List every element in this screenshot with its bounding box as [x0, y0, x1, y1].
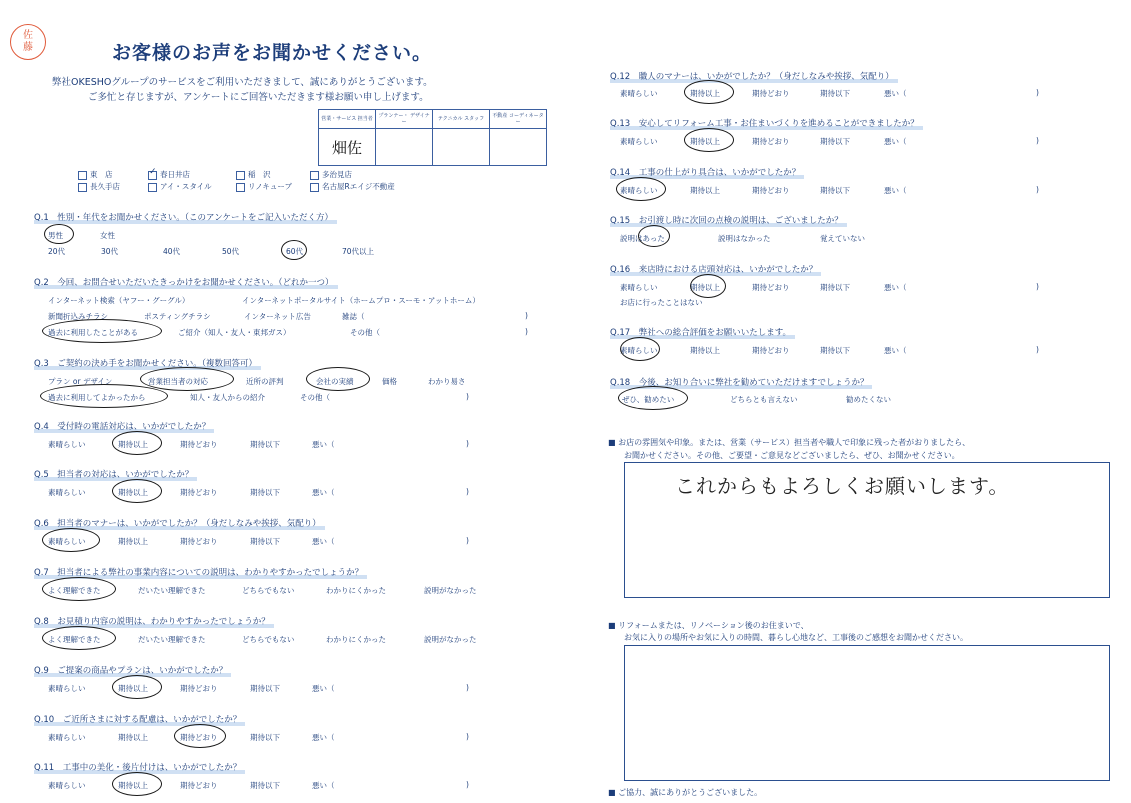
question-q5: Q.5 担当者の対応は、いかがでしたか？ [34, 470, 194, 480]
question-q9: Q.9 ご提案の商品やプランは、いかがでしたか？ [34, 666, 228, 676]
option-reputation[interactable]: 近所の評判 [246, 377, 284, 386]
option-excellent[interactable]: 素晴らしい [620, 283, 658, 292]
option-explained[interactable]: 説明はあった [620, 234, 665, 243]
option-above-expectation[interactable]: 期待以上 [118, 781, 148, 790]
paren-close: ) [1036, 88, 1039, 97]
store-label: 春日井店 [160, 170, 190, 179]
staff-value-sales[interactable]: 畑佐 [319, 129, 376, 166]
question-q15: Q.15 お引渡し時に次回の点検の説明は、ございましたか？ [610, 216, 843, 226]
store-label: 多治見店 [322, 170, 352, 179]
option-bad[interactable]: 悪い（ [312, 684, 335, 693]
option-well-understood[interactable]: よく理解できた [48, 635, 101, 644]
paren-close: ) [466, 439, 469, 448]
checkbox[interactable] [310, 171, 319, 180]
option-excellent[interactable]: 素晴らしい [620, 89, 658, 98]
checkbox[interactable] [310, 183, 319, 192]
checkbox[interactable] [236, 183, 245, 192]
option-not-recommend[interactable]: 勧めたくない [846, 395, 891, 404]
paren-close: ) [1036, 345, 1039, 354]
option-above-expectation[interactable]: 期待以上 [118, 537, 148, 546]
staff-table [318, 109, 547, 166]
option-above-expectation[interactable]: 期待以上 [118, 488, 148, 497]
staff-value-realestate[interactable] [490, 129, 547, 166]
store-option[interactable] [148, 181, 212, 192]
option-excellent[interactable]: 素晴らしい [48, 781, 86, 790]
option-not-explained[interactable]: 説明はなかった [718, 234, 771, 243]
store-option[interactable] [78, 181, 120, 192]
paren-close: ) [466, 732, 469, 741]
store-option[interactable] [148, 169, 190, 180]
comment1-label-2: お聞かせください。その他、ご要望・ご意見などございましたら、ぜひ、お聞かせください。 [624, 451, 960, 460]
page-title: お客様のお声をお聞かせください。 [112, 42, 433, 64]
answer-circle [690, 274, 726, 298]
paren-close: ) [525, 311, 528, 320]
option-internet-ad[interactable]: インターネット広告 [244, 312, 311, 321]
option-above-expectation[interactable]: 期待以上 [690, 186, 720, 195]
option-newspaper[interactable]: 新聞折込みチラシ [48, 312, 108, 321]
option-age-70s[interactable]: 70代以上 [342, 247, 375, 256]
option-bad[interactable]: 悪い（ [884, 346, 907, 355]
option-below-expectation[interactable]: 期待以下 [820, 283, 850, 292]
store-option[interactable] [78, 169, 113, 180]
checkbox[interactable] [78, 183, 87, 192]
option-bad[interactable]: 悪い（ [312, 488, 335, 497]
question-q11: Q.11 工事中の美化・後片付けは、いかがでしたか？ [34, 763, 242, 773]
comment2-textarea[interactable] [624, 645, 1110, 781]
option-other[interactable]: その他（ [300, 393, 330, 402]
option-posting[interactable]: ポスティングチラシ [144, 312, 211, 321]
option-as-expected[interactable]: 期待どおり [180, 684, 218, 693]
answer-circle [684, 80, 734, 104]
option-as-expected[interactable]: 期待どおり [752, 186, 790, 195]
option-as-expected[interactable]: 期待どおり [180, 537, 218, 546]
option-excellent[interactable]: 素晴らしい [48, 488, 86, 497]
option-bad[interactable]: 悪い（ [312, 537, 335, 546]
question-q6: Q.6 担当者のマナーは、いかがでしたか？（身だしなみや挨拶、気配り） [34, 519, 321, 529]
staff-header-technical: テクニカル スタッフ [433, 110, 490, 129]
option-plan-design[interactable]: プラン or デザイン [48, 377, 113, 386]
option-excellent[interactable]: 素晴らしい [620, 186, 658, 195]
option-bad[interactable]: 悪い（ [884, 283, 907, 292]
paren-close: ) [466, 392, 469, 401]
option-neutral[interactable]: どちらでもない [242, 586, 295, 595]
option-below-expectation[interactable]: 期待以下 [250, 488, 280, 497]
store-label: 名古屋Rエイジ不動産 [322, 182, 395, 191]
option-cannot-say[interactable]: どちらとも言えない [730, 395, 798, 404]
option-below-expectation[interactable]: 期待以下 [250, 440, 280, 449]
answer-circle [174, 724, 226, 748]
option-as-expected[interactable]: 期待どおり [180, 781, 218, 790]
option-excellent[interactable]: 素晴らしい [48, 684, 86, 693]
checkbox[interactable] [236, 171, 245, 180]
question-q18: Q.18 今後、お知り合いに弊社を勧めていただけますでしょうか？ [610, 378, 869, 388]
option-above-expectation[interactable]: 期待以上 [690, 137, 720, 146]
footer-thanks: ■ ご協力、誠にありがとうございました。 [608, 788, 763, 797]
question-q4: Q.4 受付時の電話対応は、いかがでしたか？ [34, 422, 211, 432]
staff-header-realestate: 不動産 コーディネーター [490, 110, 547, 129]
option-male[interactable]: 男性 [48, 231, 63, 240]
option-magazine[interactable]: 雑誌（ [342, 312, 365, 321]
question-q10: Q.10 ご近所さまに対する配慮は、いかがでしたか？ [34, 715, 242, 725]
option-mostly-understood[interactable]: だいたい理解できた [138, 586, 206, 595]
answer-circle [112, 675, 162, 699]
option-as-expected[interactable]: 期待どおり [180, 488, 218, 497]
comment2-label-2: お気に入りの場所やお気に入りの時間、暮らし心地など、工事後のご感想をお聞かせください。 [624, 633, 968, 642]
question-q12: Q.12 職人のマナーは、いかがでしたか？（身だしなみや挨拶、気配り） [610, 72, 894, 82]
option-definitely-recommend[interactable]: ぜひ、勧めたい [622, 395, 675, 404]
option-below-expectation[interactable]: 期待以下 [820, 89, 850, 98]
answer-circle [281, 240, 307, 260]
option-below-expectation[interactable]: 期待以下 [820, 186, 850, 195]
option-below-expectation[interactable]: 期待以下 [250, 733, 280, 742]
option-track-record[interactable]: 会社の実績 [316, 377, 354, 386]
intro-line-1: 弊社OKESHOグループのサービスをご利用いただきまして、誠にありがとうございます。 [52, 77, 433, 88]
option-excellent[interactable]: 素晴らしい [620, 346, 658, 355]
checkbox[interactable] [148, 183, 157, 192]
comment1-answer: これからもよろしくお願いします。 [675, 474, 1010, 498]
answer-circle [112, 431, 162, 455]
option-above-expectation[interactable]: 期待以上 [690, 283, 720, 292]
answer-circle [112, 772, 162, 796]
option-as-expected[interactable]: 期待どおり [752, 346, 790, 355]
answer-circle [42, 626, 116, 650]
answer-circle [616, 177, 666, 201]
question-q1: Q.1 性別・年代をお聞かせください。（このアンケートをご記入いただく方） [34, 213, 334, 223]
option-as-expected[interactable]: 期待どおり [180, 733, 218, 742]
answer-circle [684, 128, 734, 152]
option-as-expected[interactable]: 期待どおり [752, 89, 790, 98]
option-bad[interactable]: 悪い（ [884, 137, 907, 146]
option-below-expectation[interactable]: 期待以下 [250, 537, 280, 546]
answer-circle [618, 386, 688, 410]
option-sales-response[interactable]: 営業担当者の対応 [148, 377, 208, 386]
option-above-expectation[interactable]: 期待以上 [118, 733, 148, 742]
option-referral[interactable]: ご紹介（知人・友人・東邦ガス） [178, 328, 291, 337]
option-neutral[interactable]: どちらでもない [242, 635, 295, 644]
option-portal-site[interactable]: インターネットポータルサイト（ホームプロ・スーモ・アットホーム） [242, 296, 480, 305]
option-mostly-understood[interactable]: だいたい理解できた [138, 635, 206, 644]
store-option[interactable] [236, 169, 271, 180]
intro-line-2: ご多忙と存じますが、アンケートにご回答いただきます様お願い申し上げます。 [88, 92, 429, 103]
answer-circle [42, 577, 116, 601]
option-dont-remember[interactable]: 覚えていない [820, 234, 865, 243]
question-q13: Q.13 安心してリフォーム工事・お住まいづくりを進めることができましたか？ [610, 119, 919, 129]
answer-circle [40, 384, 168, 408]
option-no-explanation[interactable]: 説明がなかった [424, 586, 477, 595]
option-age-40s[interactable]: 40代 [163, 247, 181, 256]
option-bad[interactable]: 悪い（ [312, 781, 335, 790]
option-bad[interactable]: 悪い（ [312, 440, 335, 449]
option-below-expectation[interactable]: 期待以下 [250, 781, 280, 790]
answer-circle [620, 337, 660, 361]
store-option[interactable] [310, 169, 352, 180]
question-q8: Q.8 お見積り内容の説明は、わかりやすかったでしょうか？ [34, 617, 270, 627]
comment2-label-1: ■ リフォームまたは、リノベーション後のお住まいで、 [608, 621, 809, 630]
staff-value-planner[interactable] [376, 129, 433, 166]
paren-close: ) [466, 780, 469, 789]
option-internet-search[interactable]: インターネット検索（ヤフー・グーグル） [48, 296, 190, 305]
option-bad[interactable]: 悪い（ [312, 733, 335, 742]
question-q16: Q.16 来店時における店頭対応は、いかがでしたか？ [610, 265, 818, 275]
seal-char-1: 佐 [23, 30, 33, 41]
answer-circle [42, 528, 100, 552]
option-age-30s[interactable]: 30代 [101, 247, 119, 256]
option-below-expectation[interactable]: 期待以下 [250, 684, 280, 693]
answer-circle [44, 224, 74, 244]
option-price[interactable]: 価格 [382, 377, 397, 386]
option-hard-to-understand[interactable]: わかりにくかった [326, 635, 386, 644]
option-friend-referral[interactable]: 知人・友人からの紹介 [190, 393, 265, 402]
paren-close: ) [1036, 136, 1039, 145]
option-other[interactable]: その他（ [350, 328, 380, 337]
staff-header-planner: プランナー・ デザイナー [376, 110, 433, 129]
store-option[interactable] [236, 181, 292, 192]
option-bad[interactable]: 悪い（ [884, 89, 907, 98]
paren-close: ) [1036, 282, 1039, 291]
paren-close: ) [466, 683, 469, 692]
option-excellent[interactable]: 素晴らしい [620, 137, 658, 146]
question-q7: Q.7 担当者による弊社の事業内容についての説明は、わかりやすかったでしょうか？ [34, 568, 364, 578]
option-clarity[interactable]: わかり易さ [428, 377, 466, 386]
checkbox-checked[interactable] [148, 171, 157, 180]
comment1-label-1: ■ お店の雰囲気や印象。または、営業（サービス）担当者や職人で印象に残った者がおりましたら、 [608, 438, 971, 447]
option-excellent[interactable]: 素晴らしい [48, 537, 86, 546]
answer-circle [112, 479, 162, 503]
option-age-50s[interactable]: 50代 [222, 247, 240, 256]
option-above-expectation[interactable]: 期待以上 [690, 346, 720, 355]
answer-circle [140, 367, 234, 391]
option-female[interactable]: 女性 [100, 231, 115, 240]
option-excellent[interactable]: 素晴らしい [48, 733, 86, 742]
answer-circle [306, 367, 370, 391]
option-age-20s[interactable]: 20代 [48, 247, 66, 256]
option-age-60s[interactable]: 60代 [286, 247, 304, 256]
option-below-expectation[interactable]: 期待以下 [820, 346, 850, 355]
name-seal-stamp [10, 24, 46, 60]
paren-close: ) [466, 536, 469, 545]
question-q17: Q.17 弊社への総合評価をお願いいたします。 [610, 328, 792, 338]
paren-close: ) [1036, 185, 1039, 194]
option-excellent[interactable]: 素晴らしい [48, 440, 86, 449]
staff-value-technical[interactable] [433, 129, 490, 166]
question-q14: Q.14 工事の仕上がり具合は、いかがでしたか？ [610, 168, 801, 178]
option-no-explanation[interactable]: 説明がなかった [424, 635, 477, 644]
option-above-expectation[interactable]: 期待以上 [118, 684, 148, 693]
option-above-expectation[interactable]: 期待以上 [118, 440, 148, 449]
option-well-understood[interactable]: よく理解できた [48, 586, 101, 595]
store-label: アイ・スタイル [160, 182, 212, 191]
paren-close: ) [466, 487, 469, 496]
option-good-experience[interactable]: 過去に利用してよかったから [48, 393, 146, 402]
answer-circle [42, 319, 162, 343]
checkbox[interactable] [78, 171, 87, 180]
option-as-expected[interactable]: 期待どおり [180, 440, 218, 449]
option-below-expectation[interactable]: 期待以下 [820, 137, 850, 146]
store-label: 長久手店 [90, 182, 120, 191]
question-q2: Q.2 今回、お問合せいただいたきっかけをお聞かせください。（どれか一つ） [34, 278, 334, 288]
store-label: 東 店 [90, 170, 113, 179]
store-label: リノキューブ [248, 182, 293, 191]
store-option[interactable] [310, 181, 395, 192]
question-q3: Q.3 ご契約の決め手をお聞かせください。（複数回答可） [34, 359, 258, 369]
option-bad[interactable]: 悪い（ [884, 186, 907, 195]
paren-close: ) [525, 327, 528, 336]
answer-circle [638, 225, 670, 247]
option-hard-to-understand[interactable]: わかりにくかった [326, 586, 386, 595]
staff-header-sales: 営業・サービス 担当者 [319, 110, 376, 129]
option-never-visited[interactable]: お店に行ったことはない [620, 298, 703, 307]
option-as-expected[interactable]: 期待どおり [752, 283, 790, 292]
option-used-before[interactable]: 過去に利用したことがある [48, 328, 138, 337]
option-above-expectation[interactable]: 期待以上 [690, 89, 720, 98]
seal-char-2: 藤 [23, 42, 33, 53]
option-as-expected[interactable]: 期待どおり [752, 137, 790, 146]
store-label: 稲 沢 [248, 170, 271, 179]
